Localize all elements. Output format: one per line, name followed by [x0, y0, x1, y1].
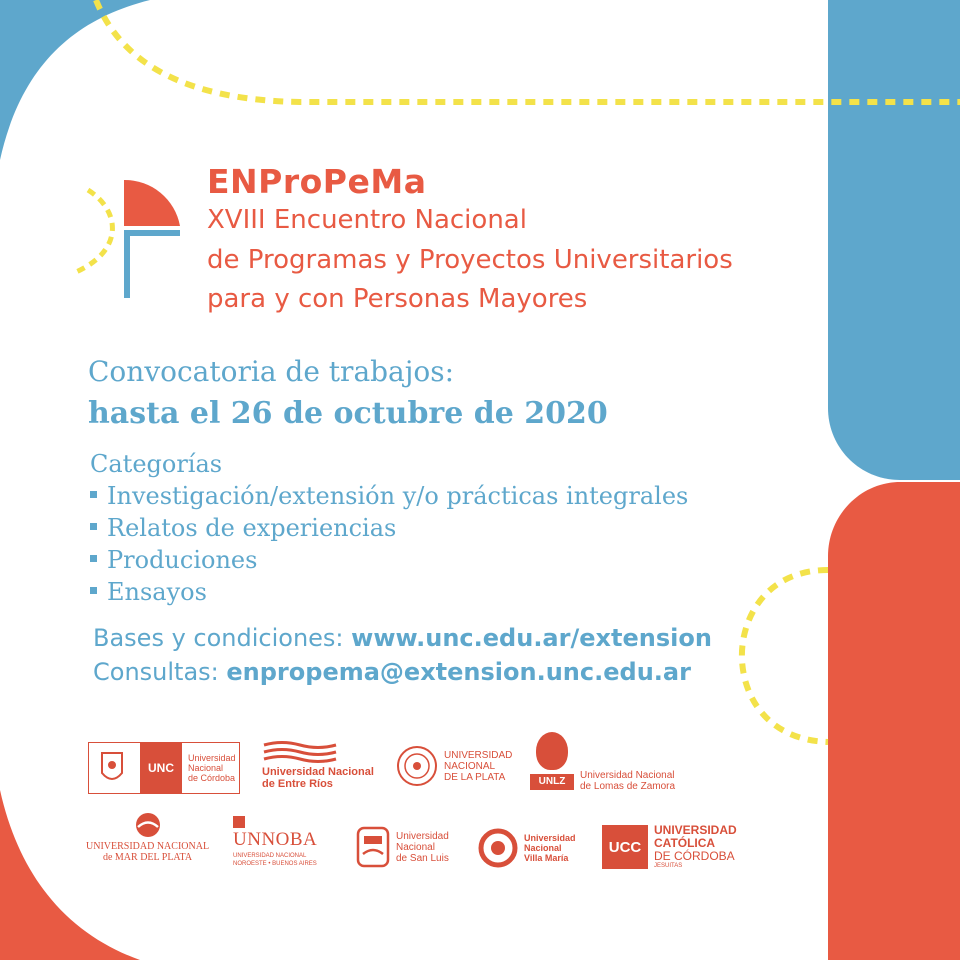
consultas-line [93, 658, 691, 686]
ucc-logo [602, 824, 737, 870]
consultas-label: Consultas: [93, 658, 219, 686]
unmdp-logo [86, 812, 209, 863]
unvm-text: Nacional [524, 843, 562, 853]
unnoba-square-icon [233, 816, 245, 828]
category-label: Relatos de experiencias [107, 514, 397, 542]
unmdp-text: de MAR DEL PLATA [102, 852, 193, 863]
ucc-text: UNIVERSIDAD [654, 823, 737, 837]
unlp-logo [396, 742, 512, 790]
unc-text: Nacional [188, 763, 224, 773]
category-item [90, 546, 257, 574]
unnoba-text: UNIVERSIDAD NACIONAL [233, 853, 307, 859]
unnoba-text: NOROESTE • BUENOS AIRES [233, 861, 317, 867]
bases-line [93, 624, 712, 652]
unsl-text: de San Luis [396, 852, 449, 864]
unnoba-mark: UNNOBA [233, 829, 318, 850]
unlz-text: Universidad Nacional [580, 770, 675, 781]
unlz-emblem-icon [530, 732, 574, 792]
unc-shield-icon [89, 743, 134, 793]
unc-mark: UNC [140, 743, 182, 793]
uner-text: Universidad Nacional [262, 766, 374, 778]
event-logo-mark [118, 178, 188, 302]
uner-text: de Entre Ríos [262, 778, 333, 790]
unnoba-logo [233, 816, 317, 868]
bases-label: Bases y condiciones: [93, 624, 344, 652]
bases-link[interactable]: www.unc.edu.ar/extension [351, 624, 712, 652]
bullet-icon [90, 491, 97, 498]
event-title-line-1: XVIII Encuentro Nacional [207, 205, 527, 235]
category-item [90, 482, 688, 510]
unsl-text: Nacional [396, 841, 435, 853]
unc-text: de Córdoba [188, 773, 236, 783]
event-acronym: ENProPeMa [207, 162, 427, 201]
unvm-ring-icon [478, 828, 518, 868]
uner-logo [262, 740, 374, 790]
unsl-text: Universidad [396, 830, 449, 842]
bullet-icon [90, 587, 97, 594]
category-label: Investigación/extensión y/o prácticas integrales [107, 482, 689, 510]
unc-text: Universidad [188, 753, 236, 763]
unvm-logo [478, 828, 576, 868]
category-item [90, 514, 396, 542]
call-deadline: hasta el 26 de octubre de 2020 [88, 396, 608, 431]
waves-icon [262, 740, 338, 764]
unmdp-text: UNIVERSIDAD NACIONAL [86, 841, 210, 852]
unlz-mark: UNLZ [530, 774, 574, 790]
bullet-icon [90, 523, 97, 530]
unlz-logo [530, 732, 675, 792]
event-title-line-2: de Programas y Proyectos Universitarios [207, 245, 733, 275]
consultas-email-link[interactable]: enpropema@extension.unc.edu.ar [226, 658, 691, 686]
event-title-line-3: para y con Personas Mayores [207, 284, 588, 314]
unlp-text: NACIONAL [444, 760, 496, 772]
category-label: Produciones [107, 546, 258, 574]
ucc-text: DE CÓRDOBA [654, 849, 735, 863]
category-label: Ensayos [107, 578, 207, 606]
ucc-text: CATÓLICA [654, 836, 716, 850]
unvm-text: Universidad [524, 833, 576, 843]
unc-logo [88, 742, 240, 794]
ucc-text: JESUITAS [654, 863, 683, 869]
wave-circle-icon [133, 812, 163, 838]
unlp-text: UNIVERSIDAD [444, 749, 513, 761]
categories-heading: Categorías [90, 450, 223, 478]
unvm-text: Villa María [524, 853, 569, 863]
unsl-logo [356, 826, 449, 868]
call-label: Convocatoria de trabajos: [88, 355, 455, 388]
unlp-seal-icon [396, 742, 438, 790]
unsl-shield-icon [356, 826, 390, 868]
ucc-mark: UCC [602, 825, 648, 869]
category-item [90, 578, 207, 606]
unlz-text: de Lomas de Zamora [580, 781, 676, 792]
unlp-text: DE LA PLATA [444, 771, 506, 783]
bullet-icon [90, 555, 97, 562]
